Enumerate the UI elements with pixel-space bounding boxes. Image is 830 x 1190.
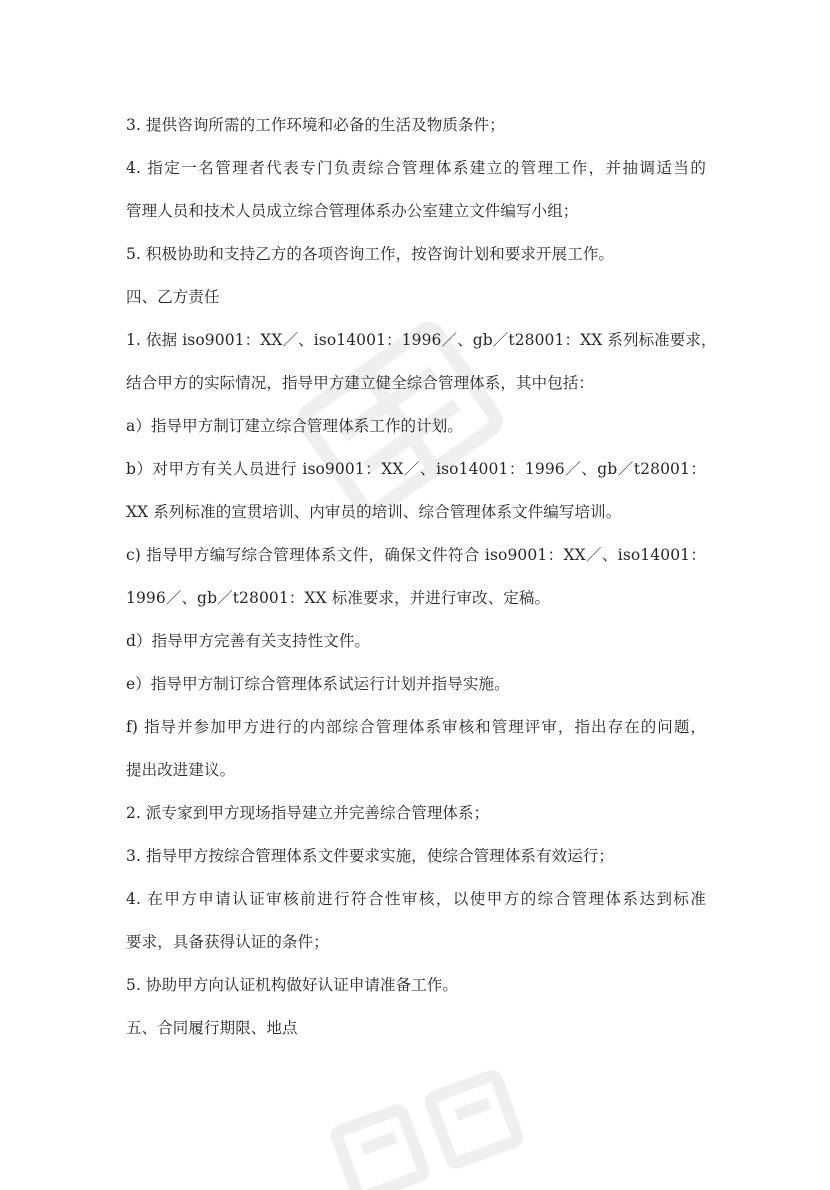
text-line: 1. 依据 iso9001：XX／、iso14001：1996／、gb／t28001：XX 系列标准要求， (126, 331, 717, 349)
text-line: 3. 指导甲方按综合管理体系文件要求实施，使综合管理体系有效运行； (126, 847, 615, 865)
document-body (126, 104, 726, 1050)
text-line: c) 指导甲方编写综合管理体系文件，确保文件符合 iso9001：XX／、iso14001： (126, 546, 706, 564)
text-line: 结合甲方的实际情况，指导甲方建立健全综合管理体系，其中包括： (126, 374, 595, 392)
text-line: 1996／、gb／t28001：XX 标准要求，并进行审改、定稿。 (126, 589, 551, 607)
section-heading: 五、合同履行期限、地点 (126, 1019, 298, 1037)
text-line: 5. 协助甲方向认证机构做好认证申请准备工作。 (126, 976, 459, 994)
section-heading: 四、乙方责任 (126, 288, 220, 306)
text-line: b）对甲方有关人员进行 iso9001：XX／、iso14001：1996／、gb／t28001： (126, 460, 706, 478)
watermark-bottom-icon (300, 1070, 560, 1190)
text-line: f) 指导并参加甲方进行的内部综合管理体系审核和管理评审，指出存在的问题， (126, 718, 706, 736)
text-line: 3. 提供咨询所需的工作环境和必备的生活及物质条件； (126, 116, 505, 134)
text-line: 5. 积极协助和支持乙方的各项咨询工作，按咨询计划和要求开展工作。 (126, 245, 615, 263)
text-line: a）指导甲方制订建立综合管理体系工作的计划。 (126, 417, 463, 435)
text-line: XX 系列标准的宣贯培训、内审员的培训、综合管理体系文件编写培训。 (126, 503, 622, 521)
text-line: 4. 在甲方申请认证审核前进行符合性审核，以使甲方的综合管理体系达到标准 (126, 890, 706, 908)
text-line: 提出改进建议。 (126, 761, 236, 779)
text-line: 要求，具备获得认证的条件； (126, 933, 329, 951)
text-line: 管理人员和技术人员成立综合管理体系办公室建立文件编写小组； (126, 202, 579, 220)
text-line: e）指导甲方制订综合管理体系试运行计划并指导实施。 (126, 675, 510, 693)
text-line: 2. 派专家到甲方现场指导建立并完善综合管理体系； (126, 804, 490, 822)
text-line: 4. 指定一名管理者代表专门负责综合管理体系建立的管理工作，并抽调适当的 (126, 159, 706, 177)
text-line: d）指导甲方完善有关支持性文件。 (126, 632, 371, 650)
